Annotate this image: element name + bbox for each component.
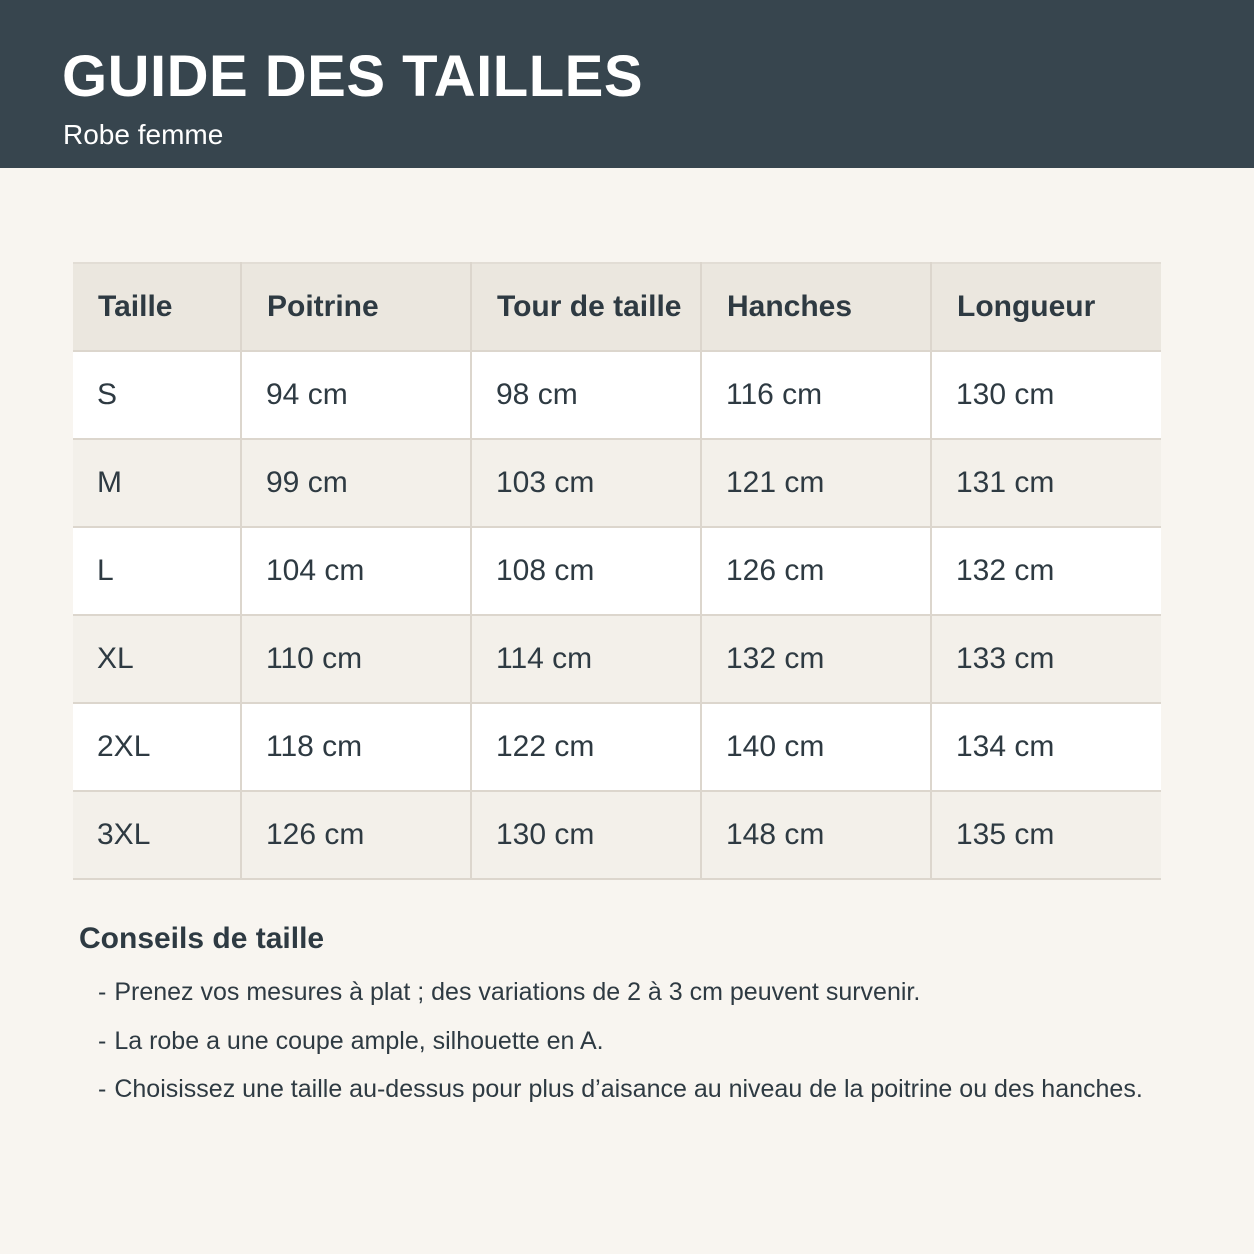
hanches-cell: 132 cm	[701, 615, 931, 703]
poitrine-cell: 94 cm	[241, 351, 471, 439]
poitrine-cell: 118 cm	[241, 703, 471, 791]
size-cell: L	[73, 527, 241, 615]
size-cell: S	[73, 351, 241, 439]
hanches-cell: 140 cm	[701, 703, 931, 791]
tour-de-taille-cell: 122 cm	[471, 703, 701, 791]
longueur-cell: 133 cm	[931, 615, 1161, 703]
header-banner	[0, 0, 1254, 168]
hanches-cell: 121 cm	[701, 439, 931, 527]
column-header-poitrine: Poitrine	[241, 263, 471, 351]
table-row	[73, 703, 1161, 791]
size-table	[73, 262, 1161, 880]
longueur-cell: 130 cm	[931, 351, 1161, 439]
column-header-taille: Taille	[73, 263, 241, 351]
list-item	[98, 972, 1143, 1021]
page-subtitle: Robe femme	[63, 119, 224, 150]
longueur-cell: 134 cm	[931, 703, 1161, 791]
column-header-tour-de-taille: Tour de taille	[471, 263, 701, 351]
advice-list	[98, 972, 1143, 1118]
list-item	[98, 1021, 1143, 1070]
poitrine-cell: 99 cm	[241, 439, 471, 527]
tour-de-taille-cell: 130 cm	[471, 791, 701, 879]
advice-heading: Conseils de taille	[79, 922, 325, 955]
size-cell: 3XL	[73, 791, 241, 879]
longueur-cell: 131 cm	[931, 439, 1161, 527]
size-cell: M	[73, 439, 241, 527]
size-cell: 2XL	[73, 703, 241, 791]
table-row	[73, 351, 1161, 439]
longueur-cell: 135 cm	[931, 791, 1161, 879]
tour-de-taille-cell: 108 cm	[471, 527, 701, 615]
tour-de-taille-cell: 98 cm	[471, 351, 701, 439]
list-item	[98, 1069, 1143, 1118]
advice-text: Prenez vos mesures à plat ; des variations de 2 à 3 cm peuvent survenir.	[114, 978, 921, 1006]
longueur-cell: 132 cm	[931, 527, 1161, 615]
hanches-cell: 116 cm	[701, 351, 931, 439]
column-header-hanches: Hanches	[701, 263, 931, 351]
size-cell: XL	[73, 615, 241, 703]
advice-text: La robe a une coupe ample, silhouette en A.	[114, 1026, 604, 1055]
table-row	[73, 527, 1161, 615]
bullet-dash: -	[98, 1075, 107, 1103]
table-row	[73, 615, 1161, 703]
table-row	[73, 439, 1161, 527]
column-header-longueur: Longueur	[931, 263, 1161, 351]
table-row	[73, 791, 1161, 879]
poitrine-cell: 110 cm	[241, 615, 471, 703]
bullet-dash: -	[98, 978, 107, 1006]
bullet-dash: -	[98, 1026, 107, 1055]
tour-de-taille-cell: 103 cm	[471, 439, 701, 527]
hanches-cell: 148 cm	[701, 791, 931, 879]
hanches-cell: 126 cm	[701, 527, 931, 615]
advice-text: Choisissez une taille au-dessus pour plus d’aisance au niveau de la poitrine ou des hanches.	[114, 1075, 1143, 1103]
poitrine-cell: 126 cm	[241, 791, 471, 879]
poitrine-cell: 104 cm	[241, 527, 471, 615]
tour-de-taille-cell: 114 cm	[471, 615, 701, 703]
table-header-row	[73, 263, 1161, 351]
page-title: GUIDE DES TAILLES	[62, 44, 644, 109]
